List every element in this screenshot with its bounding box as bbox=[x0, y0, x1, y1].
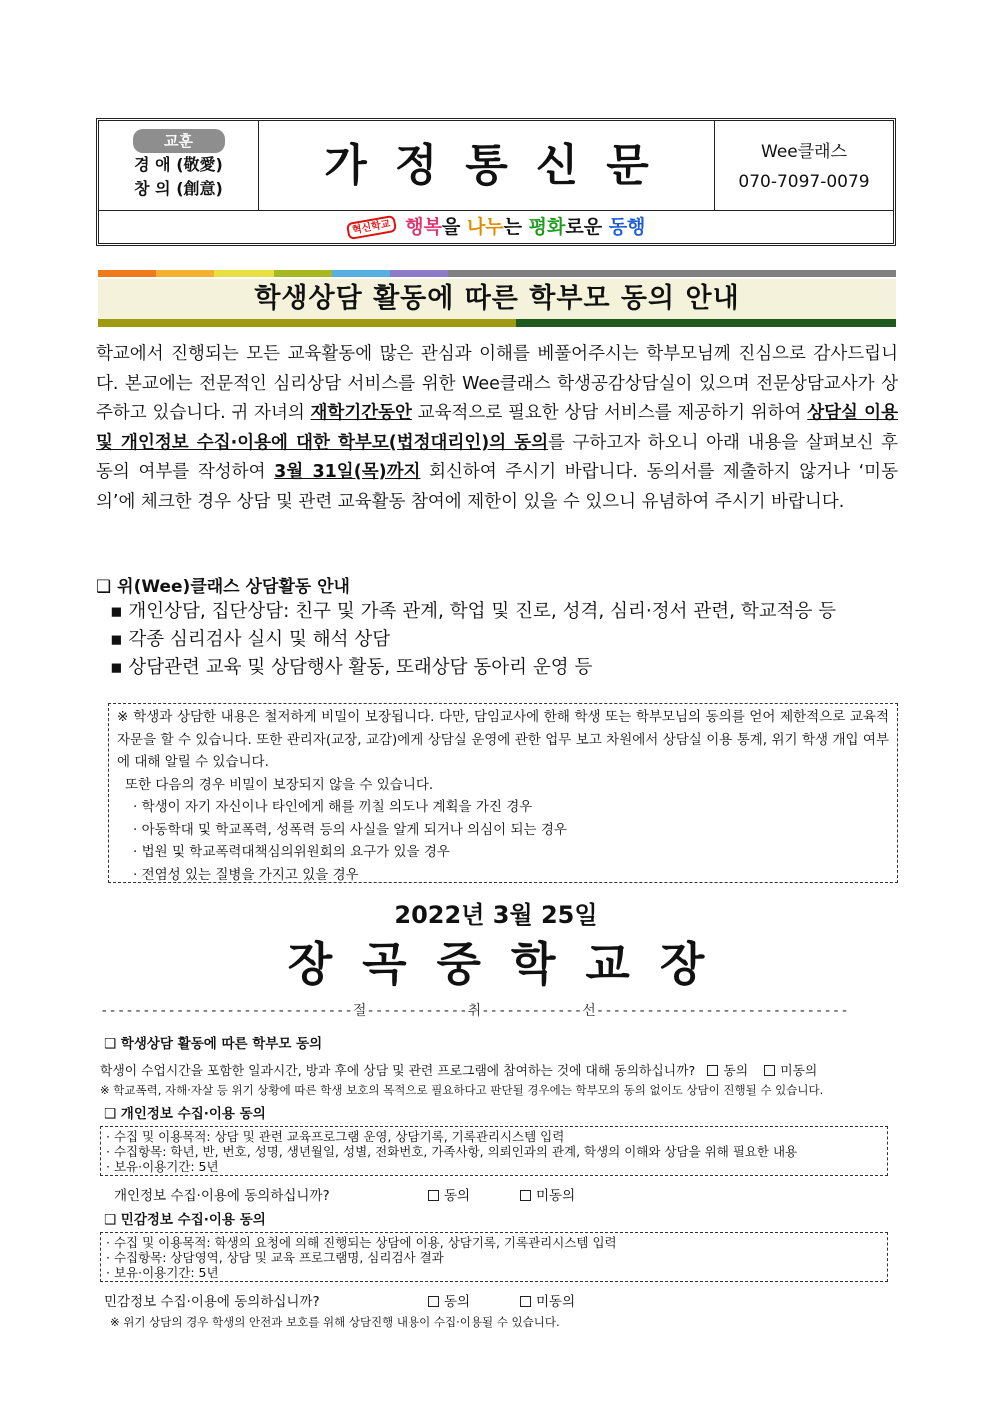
wee-activity-list bbox=[110, 598, 836, 682]
notice-exception-intro: 또한 다음의 경우 비밀이 보장되지 않을 수 있습니다. bbox=[125, 776, 434, 793]
wee-section-heading: ❑ 위(Wee)클래스 상담활동 안내 bbox=[96, 577, 350, 597]
consent-sensitive-heading: ❑ 민감정보 수집·이용 동의 bbox=[104, 1212, 266, 1228]
banner-color-bar bbox=[516, 319, 896, 327]
banner-color-bar bbox=[274, 270, 332, 277]
consent-sensitive-note: ※ 위기 상담의 경우 학생의 안전과 보호를 위해 상담진행 내용이 수집·이용될 수 있습니다. bbox=[110, 1315, 560, 1329]
notice-title: 학생상담 활동에 따른 학부모 동의 안내 bbox=[98, 279, 896, 319]
banner-color-bar bbox=[448, 270, 896, 277]
slogan-word-7: 동행 bbox=[608, 216, 646, 238]
issue-date: 2022년 3월 25일 bbox=[394, 901, 598, 929]
banner-color-bar bbox=[214, 270, 274, 277]
slogan-word-6: 로운 bbox=[565, 216, 609, 238]
personal-info-line: · 수집 및 이용목적: 상담 및 관련 교육프로그램 운영, 상담기록, 기록관리시스템 입력 bbox=[106, 1129, 565, 1144]
consent-sensitive-question: 민감정보 수집·이용에 동의하십니까? bbox=[104, 1294, 320, 1310]
sensitive-info-line: · 수집 및 이용목적: 학생의 요청에 의해 진행되는 상담에 이용, 상담기록, 기록관리시스템 입력 bbox=[106, 1235, 617, 1250]
intro-emphasis-2: 상담실 이용 및 개인정보 수집·이용에 대한 학부모(법정대리인)의 동의 bbox=[96, 403, 898, 453]
consent-personal-heading: ❑ 개인정보 수집·이용 동의 bbox=[104, 1106, 266, 1122]
banner-color-bar bbox=[390, 270, 448, 277]
notice-exception: · 법원 및 학교폭력대책심의위원회의 요구가 있을 경우 bbox=[133, 844, 450, 860]
cut-line: ------------------------------절------------취------------선------------------------------ bbox=[100, 1003, 849, 1019]
consent-counseling-question: 학생이 수업시간을 포함한 일과시간, 방과 후에 상담 및 관련 프로그램에 참여하는 것에 대해 동의하십니까? bbox=[100, 1064, 696, 1079]
document-title: 가정통신문 bbox=[259, 121, 715, 211]
banner-color-bar bbox=[156, 270, 214, 277]
notice-exception: · 전염성 있는 질병을 가지고 있을 경우 bbox=[133, 866, 359, 883]
slogan-word-4: 는 bbox=[503, 216, 529, 238]
sensitive-info-line: · 보유·이용기간: 5년 bbox=[106, 1265, 219, 1280]
consent-counseling-heading: ❑ 학생상담 활동에 따른 학부모 동의 bbox=[104, 1036, 323, 1052]
motto-label: 교훈 bbox=[133, 129, 225, 153]
list-item: ▪ 상담관련 교육 및 상담행사 활동, 또래상담 동아리 운영 등 bbox=[110, 657, 593, 678]
personal-disagree-option[interactable]: 미동의 bbox=[520, 1184, 575, 1204]
intro-text-3: 를 구하고자 하오니 아래 내용을 살펴보신 후 동의 여부를 작성하여 bbox=[96, 432, 898, 482]
slogan-word-1: 행복 bbox=[405, 216, 442, 238]
personal-info-line: · 보유·이용기간: 5년 bbox=[106, 1159, 219, 1174]
contact-name: Wee클래스 bbox=[761, 142, 847, 162]
sensitive-info-box bbox=[100, 1232, 888, 1282]
personal-info-box bbox=[100, 1126, 888, 1176]
banner-color-bar bbox=[98, 270, 156, 277]
motto-line-2: 창 의 (創意) bbox=[134, 179, 223, 198]
disagree-checkbox[interactable] bbox=[520, 1190, 531, 1201]
confidentiality-notice bbox=[108, 703, 898, 883]
motto-line-1: 경 애 (敬愛) bbox=[134, 155, 223, 174]
school-slogan bbox=[99, 212, 893, 243]
intro-text-4: 회신하여 주시기 바랍니다. 동의서를 제출하지 않거나 ‘미동의’에 체크한 경우 상담 및 관련 교육활동 참여에 제한이 있을 수 있으니 유념하여 주시기 바랍니다. bbox=[96, 462, 898, 512]
disagree-checkbox[interactable] bbox=[520, 1296, 531, 1307]
personal-agree-option[interactable]: 동의 bbox=[428, 1184, 470, 1204]
notice-main: ※ 학생과 상담한 내용은 철저하게 비밀이 보장됩니다. 다만, 담임교사에 한해 학생 또는 학부모님의 동의를 얻어 제한적으로 교육적 자문을 할 수 있습니다. 또한 관리자(교장, 교감)에게 상담실 운영에 관한 업무 보고 차원에서 상담실 이용 통계, 위기 학생 개입 여부에 대해 알릴 수 있습니다. bbox=[117, 709, 889, 770]
intro-emphasis-3: 3월 31일(목)까지 bbox=[274, 462, 421, 482]
intro-emphasis-1: 재학기간동안 bbox=[310, 403, 412, 423]
sensitive-info-line: · 수집항목: 상담영역, 상담 및 교육 프로그램명, 심리검사 결과 bbox=[106, 1250, 444, 1265]
agree-checkbox[interactable] bbox=[428, 1190, 439, 1201]
slogan-word-2: 을 bbox=[441, 216, 467, 238]
agree-checkbox[interactable] bbox=[428, 1296, 439, 1307]
header-top-row bbox=[99, 121, 893, 211]
list-item: ▪ 개인상담, 집단상담: 친구 및 가족 관계, 학업 및 진로, 성격, 심리·정서 관련, 학교적응 등 bbox=[110, 601, 837, 622]
sensitive-disagree-option[interactable]: 미동의 bbox=[520, 1290, 575, 1310]
school-motto bbox=[99, 121, 259, 211]
consent-personal-row bbox=[114, 1184, 330, 1204]
slogan-word-3: 나누 bbox=[466, 216, 504, 238]
consent-personal-question: 개인정보 수집·이용에 동의하십니까? bbox=[114, 1188, 330, 1204]
slogan-word-5: 평화 bbox=[528, 216, 566, 238]
personal-info-line: · 수집항목: 학년, 반, 번호, 성명, 생년월일, 성별, 전화번호, 가족사항, 의뢰인과의 관계, 학생의 이해와 상담을 위해 필요한 내용 bbox=[106, 1144, 798, 1159]
counseling-disagree-option[interactable]: 미동의 bbox=[764, 1064, 817, 1079]
banner-color-bar bbox=[332, 270, 390, 277]
intro-text-2: 교육적으로 필요한 상담 서비스를 제공하기 위하여 bbox=[411, 403, 808, 423]
contact-phone: 070-7097-0079 bbox=[738, 172, 870, 192]
intro-text-1: 학교에서 진행되는 모든 교육활동에 많은 관심과 이해를 베풀어주시는 학부모님께 진심으로 감사드립니다. 본교에는 전문적인 심리상담 서비스를 위한 Wee클래스 학생공감상담실이 있으며 전문상담교사가 상주하고 있습니다. 귀 자녀의 bbox=[96, 344, 898, 423]
consent-counseling-note: ※ 학교폭력, 자해·자살 등 위기 상황에 따른 학생 보호의 목적으로 필요하다고 판단될 경우에는 학부모의 동의 없이도 상담이 진행될 수 있습니다. bbox=[100, 1083, 824, 1097]
counseling-agree-option[interactable]: 동의 bbox=[707, 1064, 748, 1079]
intro-paragraph bbox=[96, 340, 898, 517]
banner-color-bar bbox=[98, 319, 516, 327]
innovation-school-stamp: 혁신학교 bbox=[345, 215, 396, 240]
sensitive-agree-option[interactable]: 동의 bbox=[428, 1290, 470, 1310]
notice-exception: · 학생이 자기 자신이나 타인에게 해를 끼칠 의도나 계획을 가진 경우 bbox=[133, 799, 533, 815]
consent-counseling-row bbox=[100, 1060, 890, 1079]
list-item: ▪ 각종 심리검사 실시 및 해석 상담 bbox=[110, 629, 391, 650]
disagree-checkbox[interactable] bbox=[764, 1065, 775, 1076]
header-box bbox=[96, 118, 896, 246]
notice-exception: · 아동학대 및 학교폭력, 성폭력 등의 사실을 알게 되거나 의심이 되는 경우 bbox=[133, 821, 567, 838]
contact-info bbox=[715, 121, 893, 211]
agree-checkbox[interactable] bbox=[707, 1065, 718, 1076]
principal-signature: 장곡중학교장 bbox=[287, 937, 735, 991]
